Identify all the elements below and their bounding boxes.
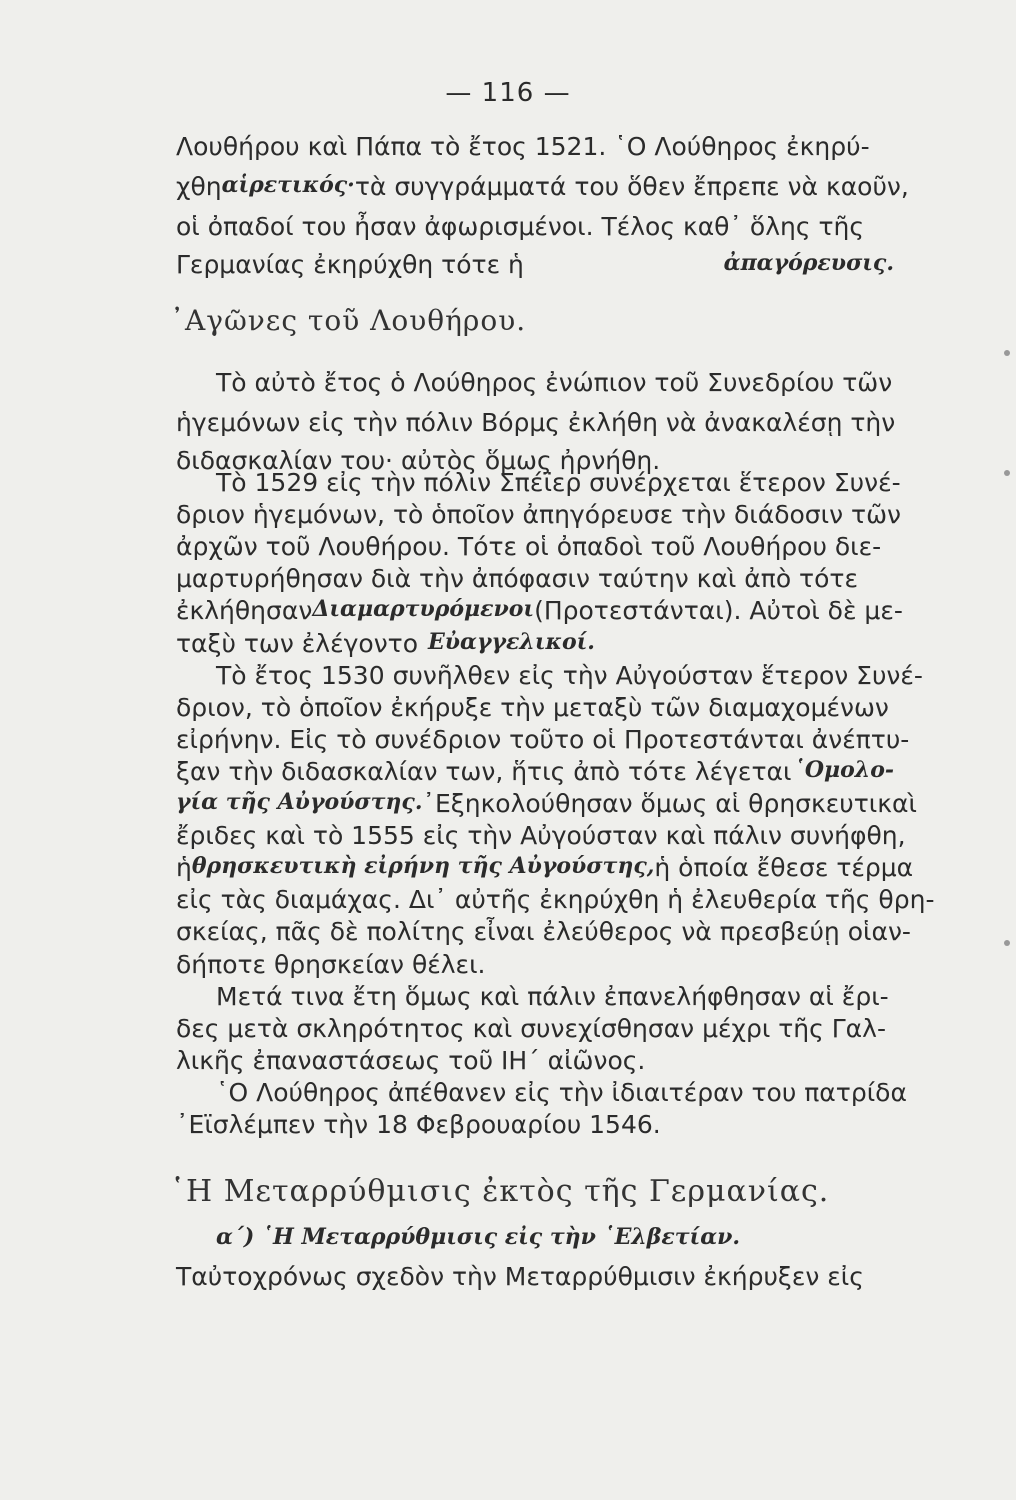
text-line xyxy=(176,917,911,946)
text-line xyxy=(176,821,906,850)
text-line xyxy=(176,853,914,882)
line-text: σκείας, πᾶς δὲ πολίτης εἶναι ἐλεύθερος νὰ πρεσβεύῃ οἱαν- xyxy=(176,917,911,946)
line-text: Μετά τινα ἔτη ὅμως καὶ πάλιν ἐπανελήφθησαν αἱ ἔρι- xyxy=(216,982,889,1011)
line-text: μαρτυρήθησαν διὰ τὴν ἀπόφασιν ταύτην καὶ ἀπὸ τότε xyxy=(176,564,858,593)
line-text: ἡ ὁποία ἔθεσε τέρμα xyxy=(654,853,914,882)
line-text: Λουθήρου καὶ Πάπα τὸ ἔτος 1521. ῾Ο Λούθηρος ἐκηρύ- xyxy=(176,132,870,161)
text-line xyxy=(216,368,894,397)
text-line xyxy=(176,1110,894,1139)
text-line xyxy=(176,1262,894,1291)
line-text: Τὸ αὐτὸ ἔτος ὁ Λούθηρος ἐνώπιον τοῦ Συνεδρίου τῶν xyxy=(216,368,893,397)
text-line xyxy=(176,500,901,529)
line-text: ἀρχῶν τοῦ Λουθήρου. Τότε οἱ ὀπαδοὶ τοῦ Λουθήρου διε- xyxy=(176,532,882,561)
text-line xyxy=(176,564,894,593)
line-text: λικῆς ἐπαναστάσεως τοῦ ΙΗ΄ αἰῶνος. xyxy=(176,1046,646,1075)
text-line xyxy=(176,757,894,786)
text-line xyxy=(176,789,917,818)
text-line xyxy=(176,950,894,979)
text-line xyxy=(216,468,901,497)
line-text: δες μετὰ σκληρότητος καὶ συνεχίσθησαν μέχρι τῆς Γαλ- xyxy=(176,1014,886,1043)
line-text: εἰς τὰς διαμάχας. Δι᾿ αὐτῆς ἐκηρύχθη ἡ ἐλευθερία τῆς θρη- xyxy=(176,885,935,914)
section-heading-luther-struggles: ᾿Αγῶνες τοῦ Λουθήρου. xyxy=(170,304,527,337)
line-text: Τὸ ἔτος 1530 συνῆλθεν εἰς τὴν Αὐγούσταν ἕτερον Συνέ- xyxy=(216,661,923,690)
italic-term: Διαμαρτυρόμενοι xyxy=(312,596,535,622)
text-line xyxy=(216,1078,907,1107)
line-text: ταξὺ των ἐλέγοντο xyxy=(176,629,419,658)
line-text: δήποτε θρησκείαν θέλει. xyxy=(176,950,486,979)
line-text: ἐκλήθησαν xyxy=(176,596,313,625)
italic-term: αἱρετικός· xyxy=(221,172,355,198)
italic-term: ῾Ομολο- xyxy=(793,757,894,783)
page-edge-mark xyxy=(1004,940,1010,946)
line-text: (Προτεστάνται). Αὐτοὶ δὲ με- xyxy=(534,596,903,625)
line-text: ἡ xyxy=(176,853,192,882)
line-text: ἔριδες καὶ τὸ 1555 εἰς τὴν Αὐγούσταν καὶ πάλιν συνήφθη, xyxy=(176,821,906,850)
line-text: ἡγεμόνων εἰς τὴν πόλιν Βόρμς ἐκλήθη νὰ ἀνακαλέσῃ τὴν xyxy=(176,408,896,437)
line-text: Ταὐτοχρόνως σχεδὸν τὴν Μεταρρύθμισιν ἐκήρυξεν εἰς xyxy=(176,1262,864,1291)
text-line xyxy=(176,532,894,561)
line-text: χθη xyxy=(176,172,222,201)
line-text: ᾿Εϊσλέμπεν τὴν 18 Φεβρουαρίου 1546. xyxy=(176,1110,661,1139)
page-number: — 116 — xyxy=(445,78,571,108)
italic-term: γία τῆς Αὐγούστης. xyxy=(176,789,423,815)
text-line xyxy=(176,132,894,161)
line-text: δριον ἡγεμόνων, τὸ ὁποῖον ἀπηγόρευσε τὴν διάδοσιν τῶν xyxy=(176,500,901,529)
italic-term: θρησκευτικὴ εἰρήνη τῆς Αὐγούστης, xyxy=(191,853,655,879)
subsection-heading-switzerland: α΄) ῾Η Μεταρρύθμισις εἰς τὴν ῾Ελβετίαν. xyxy=(216,1224,741,1250)
line-text: ξαν τὴν διδασκαλίαν των, ἥτις ἀπὸ τότε λέγεται xyxy=(176,757,792,786)
text-line xyxy=(176,629,894,658)
text-line xyxy=(176,212,894,241)
text-line xyxy=(176,693,894,722)
text-line xyxy=(176,725,910,754)
page-edge-mark xyxy=(1004,470,1010,476)
text-line xyxy=(176,172,909,201)
text-line xyxy=(176,1014,894,1043)
line-text: οἱ ὀπαδοί του ἦσαν ἀφωρισμένοι. Τέλος καθ᾿ ὅλης τῆς xyxy=(176,212,865,241)
text-line xyxy=(176,408,894,437)
line-text: δριον, τὸ ὁποῖον ἐκήρυξε τὴν μεταξὺ τῶν διαμαχομένων xyxy=(176,693,889,722)
text-line xyxy=(216,982,894,1011)
italic-term: ἀπαγόρευσις. xyxy=(723,250,894,276)
line-text: τὰ συγγράμματά του ὅθεν ἔπρεπε νὰ καοῦν, xyxy=(354,172,909,201)
page-edge-mark xyxy=(1004,350,1010,356)
line-text: Τὸ 1529 εἰς τὴν πόλιν Σπέϊερ συνέρχεται ἕτερον Συνέ- xyxy=(216,468,901,497)
line-text: εἰρήνην. Εἰς τὸ συνέδριον τοῦτο οἱ Προτεστάνται ἀνέπτυ- xyxy=(176,725,910,754)
line-text: διδασκαλίαν του· αὐτὸς ὅμως ἠρνήθη. xyxy=(176,446,661,475)
line-text: ῾Ο Λούθηρος ἀπέθανεν εἰς τὴν ἰδιαιτέραν του πατρίδα xyxy=(216,1078,907,1107)
line-text: Γερμανίας ἐκηρύχθη τότε ἡ xyxy=(176,250,524,279)
text-line xyxy=(176,596,903,625)
text-line xyxy=(216,661,923,690)
text-line xyxy=(176,885,935,914)
text-line xyxy=(176,1046,894,1075)
italic-term: Εὐαγγελικοί. xyxy=(428,629,595,655)
line-text: ᾿Εξηκολούθησαν ὅμως αἱ θρησκευτικαὶ xyxy=(422,789,917,818)
text-line xyxy=(176,250,894,279)
section-heading-reformation-outside-germany: ῾Η Μεταρρύθμισις ἐκτὸς τῆς Γερμανίας. xyxy=(170,1174,830,1209)
